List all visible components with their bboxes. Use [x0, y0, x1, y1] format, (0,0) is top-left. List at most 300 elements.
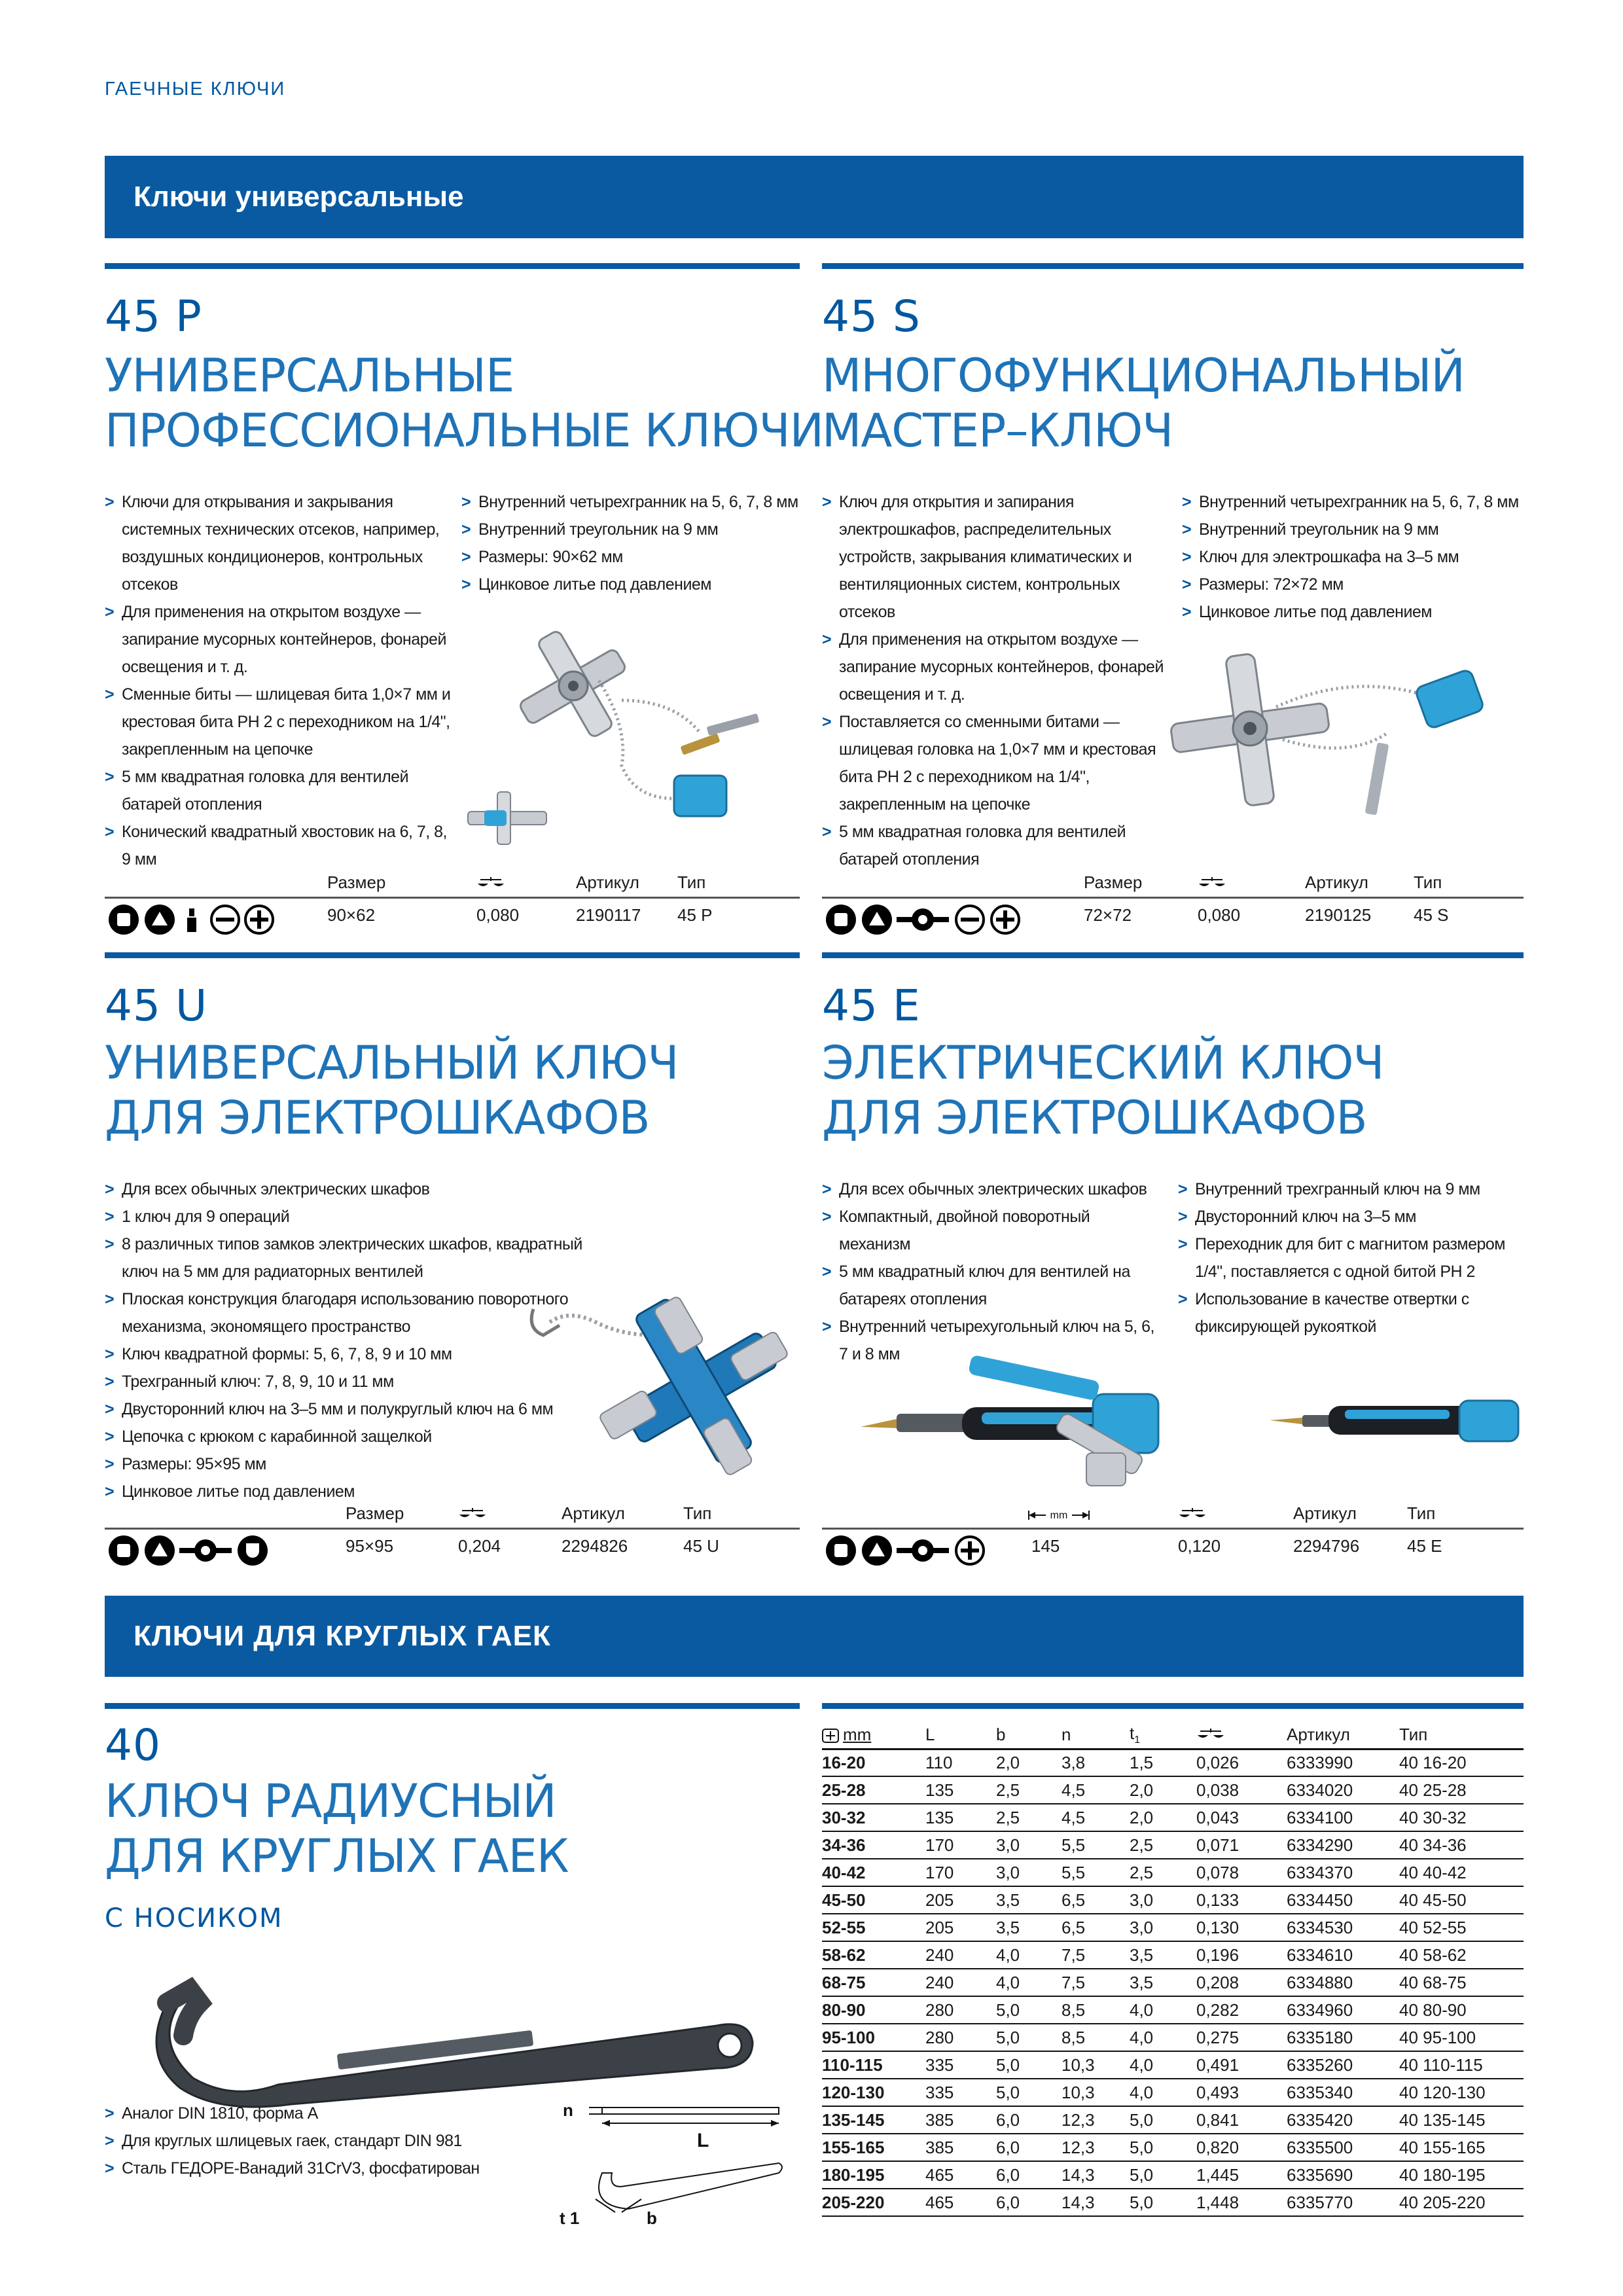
- weight-icon: [1196, 1727, 1225, 1740]
- spec-header-article: Артикул: [562, 1503, 625, 1523]
- header-t1: $t_1$: [1130, 1721, 1196, 1749]
- feature-item: > 5 мм квадратная головка для вентилей батарей отопления: [822, 818, 1169, 873]
- table-row: [822, 1969, 1524, 1996]
- weight-icon: [476, 876, 505, 889]
- feature-item: > 5 мм квадратный ключ для вентилей на батареях отопления: [822, 1258, 1162, 1313]
- header-size: [822, 1721, 925, 1749]
- table-cell: 6334020: [1287, 1776, 1399, 1804]
- feature-item: > Аналог DIN 1810, форма A: [105, 2100, 537, 2127]
- table-cell: 6335180: [1287, 2024, 1399, 2051]
- product-top-rule: [105, 1703, 800, 1709]
- square-socket-icon: [109, 1535, 139, 1566]
- feature-list: [822, 488, 1169, 873]
- table-cell: 4,0: [1130, 2079, 1196, 2106]
- key-cross-image: [518, 630, 627, 738]
- key-cross-image: [1170, 653, 1330, 806]
- product-name-line1: МНОГОФУНКЦИОНАЛЬНЫЙ: [822, 349, 1465, 403]
- table-cell-size: 68-75: [822, 1969, 925, 1996]
- table-row: [822, 1831, 1524, 1859]
- spec-header-article: Артикул: [1305, 872, 1368, 892]
- table-cell-size: 30-32: [822, 1804, 925, 1831]
- product-subtitle: С НОСИКОМ: [105, 1903, 283, 1933]
- table-cell: 10,3: [1061, 2051, 1130, 2079]
- table-row: [822, 2134, 1524, 2161]
- table-cell-size: 52-55: [822, 1914, 925, 1941]
- table-cell: 5,0: [996, 2079, 1061, 2106]
- table-cell: 4,0: [996, 1941, 1061, 1969]
- table-cell-size: 155-165: [822, 2134, 925, 2161]
- table-cell: 0,130: [1196, 1914, 1287, 1941]
- table-cell: 335: [925, 2051, 996, 2079]
- triangle-socket-icon: [145, 1535, 175, 1566]
- product-name-line1: УНИВЕРСАЛЬНЫЙ КЛЮЧ: [105, 1036, 679, 1090]
- header-weight: [1196, 1721, 1287, 1749]
- feature-item: > Сменные биты — шлицевая бита 1,0×7 мм и крестовая бита PH 2 с переходником на 1/4", закрепленным на цепочке: [105, 681, 452, 763]
- feature-item: > Ключ квадратной формы: 5, 6, 7, 8, 9 и 10 мм: [105, 1340, 589, 1368]
- table-cell: 4,0: [1130, 1996, 1196, 2024]
- table-cell: 40 25-28: [1399, 1776, 1524, 1804]
- table-cell: 3,5: [996, 1886, 1061, 1914]
- table-cell: 6335340: [1287, 2079, 1399, 2106]
- table-cell: 4,0: [1130, 2051, 1196, 2079]
- small-key-image: [468, 792, 546, 844]
- table-cell: 5,5: [1061, 1859, 1130, 1886]
- weight-icon: [1198, 876, 1226, 889]
- table-header-cell: n: [1061, 1721, 1130, 1749]
- feature-item: > Для круглых шлицевых гаек, стандарт DIN 981: [105, 2127, 537, 2155]
- product-name-line2: ДЛЯ ЭЛЕКТРОШКАФОВ: [822, 1091, 1367, 1145]
- product-name-line2: ДЛЯ КРУГЛЫХ ГАЕК: [105, 1829, 569, 1883]
- table-cell: 385: [925, 2134, 996, 2161]
- spec-length: 145: [1031, 1536, 1060, 1556]
- product-name-line1: ЭЛЕКТРИЧЕСКИЙ КЛЮЧ: [822, 1036, 1384, 1090]
- key-cross-image: [598, 1295, 789, 1476]
- spec-header-type: Тип: [1414, 872, 1442, 892]
- table-cell: 0,275: [1196, 2024, 1287, 2051]
- table-cell: 6334100: [1287, 1804, 1399, 1831]
- table-cell-size: 45-50: [822, 1886, 925, 1914]
- table-row: [822, 1886, 1524, 1914]
- table-row: [822, 1859, 1524, 1886]
- table-cell: 5,0: [1130, 2189, 1196, 2216]
- spec-article: 2294796: [1293, 1536, 1360, 1556]
- spec-article: 2294826: [562, 1536, 628, 1556]
- dim-t1-label: t 1: [560, 2208, 580, 2225]
- table-cell: 0,282: [1196, 1996, 1287, 2024]
- table-header-cell: L: [925, 1721, 996, 1749]
- table-cell: 40 58-62: [1399, 1941, 1524, 1969]
- feature-list: [105, 1175, 589, 1505]
- table-cell: 5,0: [1130, 2106, 1196, 2134]
- table-header-cell: Тип: [1399, 1721, 1524, 1749]
- table-cell: 5,0: [996, 2024, 1061, 2051]
- table-cell: 0,078: [1196, 1859, 1287, 1886]
- feature-item: > Внутренний треугольник на 9 мм: [461, 516, 802, 543]
- table-cell: 0,196: [1196, 1941, 1287, 1969]
- feature-item: > Цепочка с крюком с карабинной защелкой: [105, 1423, 589, 1450]
- feature-item: > Для применения на открытом воздухе — запирание мусорных контейнеров, фонарей освещения и т. д.: [105, 598, 452, 681]
- table-cell: 0,043: [1196, 1804, 1287, 1831]
- square-socket-icon: [109, 905, 139, 935]
- banner-title: Ключи универсальные: [134, 181, 464, 213]
- feature-item: > Двусторонний ключ на 3–5 мм и полукруглый ключ на 6 мм: [105, 1395, 589, 1423]
- product-code: 45 S: [822, 291, 921, 342]
- table-cell: 465: [925, 2161, 996, 2189]
- table-cell: 1,5: [1130, 1749, 1196, 1776]
- table-cell: 40 40-42: [1399, 1859, 1524, 1886]
- feature-item: > Двусторонний ключ на 3–5 мм: [1178, 1203, 1524, 1230]
- table-cell-size: 58-62: [822, 1941, 925, 1969]
- feature-item: > Компактный, двойной поворотный механизм: [822, 1203, 1162, 1258]
- table-cell-size: 180-195: [822, 2161, 925, 2189]
- table-row: [822, 1914, 1524, 1941]
- table-cell: 4,5: [1061, 1804, 1130, 1831]
- feature-item: > Внутренний четырехугольный ключ на 5, 6, 7 и 8 мм: [822, 1313, 1162, 1368]
- table-row: [822, 1749, 1524, 1776]
- table-cell: 0,071: [1196, 1831, 1287, 1859]
- table-cell: 6334880: [1287, 1969, 1399, 1996]
- table-cell: 2,5: [996, 1804, 1061, 1831]
- triangle-socket-icon: [862, 1535, 892, 1566]
- product-top-rule: [105, 263, 800, 269]
- feature-item: > Трехгранный ключ: 7, 8, 9, 10 и 11 мм: [105, 1368, 589, 1395]
- table-cell: 135: [925, 1776, 996, 1804]
- spec-header-article: Артикул: [1293, 1503, 1357, 1523]
- spec-weight: 0,080: [1198, 905, 1241, 925]
- feature-list: [105, 488, 452, 873]
- table-cell-size: 135-145: [822, 2106, 925, 2134]
- specs-table: [822, 1721, 1524, 2217]
- product-top-rule: [105, 952, 800, 958]
- spec-size: 72×72: [1084, 905, 1132, 925]
- bit-holder-icon: [1414, 669, 1484, 730]
- length-icon: [1027, 1508, 1090, 1522]
- phillips-bit-icon: [991, 906, 1019, 933]
- table-cell: 0,026: [1196, 1749, 1287, 1776]
- table-row: [822, 2051, 1524, 2079]
- table-cell: 135: [925, 1804, 996, 1831]
- product-top-rule: [822, 952, 1524, 958]
- triangle-socket-icon: [862, 905, 892, 935]
- dim-l-label: L: [697, 2130, 709, 2151]
- table-cell: 5,5: [1061, 1831, 1130, 1859]
- table-cell: 0,133: [1196, 1886, 1287, 1914]
- table-cell: 40 120-130: [1399, 2079, 1524, 2106]
- spec-size: 90×62: [327, 905, 376, 925]
- slotted-bit-icon: [211, 906, 239, 933]
- table-cell: 6335500: [1287, 2134, 1399, 2161]
- table-cell: 6,0: [996, 2134, 1061, 2161]
- table-cell: 240: [925, 1969, 996, 1996]
- length-unit: mm: [1050, 1510, 1068, 1521]
- feature-item: > 5 мм квадратная головка для вентилей батарей отопления: [105, 763, 452, 818]
- table-cell: 6334450: [1287, 1886, 1399, 1914]
- spec-header-type: Тип: [677, 872, 706, 892]
- product-top-rule: [822, 263, 1524, 269]
- table-cell: 40 30-32: [1399, 1804, 1524, 1831]
- table-cell: 8,5: [1061, 2024, 1130, 2051]
- table-cell: 0,491: [1196, 2051, 1287, 2079]
- table-cell-size: 80-90: [822, 1996, 925, 2024]
- table-cell: 12,3: [1061, 2106, 1130, 2134]
- product-name-line2: МАСТЕР–КЛЮЧ: [822, 404, 1173, 457]
- table-row: [822, 1804, 1524, 1831]
- table-cell: 0,208: [1196, 1969, 1287, 1996]
- spec-rule: [105, 1528, 800, 1530]
- table-cell: 40 155-165: [1399, 2134, 1524, 2161]
- feature-item: > Цинковое литье под давлением: [105, 1478, 589, 1505]
- table-cell: 40 52-55: [1399, 1914, 1524, 1941]
- spec-type: 45 U: [683, 1536, 719, 1556]
- table-cell: 5,0: [1130, 2134, 1196, 2161]
- feature-item: > Ключ для открытия и запирания электрошкафов, распределительных устройств, закрывания климатических и вентиляционных систем, контрольных отсеков: [822, 488, 1169, 626]
- table-cell: 6335690: [1287, 2161, 1399, 2189]
- table-row: [822, 1941, 1524, 1969]
- table-cell-size: 205-220: [822, 2189, 925, 2216]
- table-cell: 3,5: [1130, 1969, 1196, 1996]
- table-cell: 6334290: [1287, 1831, 1399, 1859]
- spec-header-type: Тип: [1407, 1503, 1436, 1523]
- product-image-45p: [458, 602, 798, 864]
- table-cell: 6334960: [1287, 1996, 1399, 2024]
- section-banner-universal: [105, 156, 1524, 238]
- spec-header-size: Размер: [327, 872, 386, 892]
- table-row: [822, 1776, 1524, 1804]
- product-image-45s: [1152, 628, 1518, 844]
- banner-title: КЛЮЧИ ДЛЯ КРУГЛЫХ ГАЕК: [134, 1620, 551, 1652]
- table-cell: 10,3: [1061, 2079, 1130, 2106]
- feature-item: > Ключ для электрошкафа на 3–5 мм: [1182, 543, 1524, 571]
- table-cell-size: 16-20: [822, 1749, 925, 1776]
- feature-item: > Переходник для бит с магнитом размером 1/4", поставляется с одной битой PH 2: [1178, 1230, 1524, 1285]
- table-cell: 40 180-195: [1399, 2161, 1524, 2189]
- slotted-bit-icon: [956, 906, 984, 933]
- feature-item: > Сталь ГЕДОРЕ-Ванадий 31CrV3, фосфатирован: [105, 2155, 537, 2182]
- table-header-cell: b: [996, 1721, 1061, 1749]
- table-cell: 6335770: [1287, 2189, 1399, 2216]
- table-cell: 4,5: [1061, 1776, 1130, 1804]
- table-cell: 3,8: [1061, 1749, 1130, 1776]
- table-cell: 110: [925, 1749, 996, 1776]
- spec-type: 45 P: [677, 905, 713, 925]
- spec-weight: 0,080: [476, 905, 520, 925]
- table-cell: 6334370: [1287, 1859, 1399, 1886]
- feature-item: > Для применения на открытом воздухе — запирание мусорных контейнеров, фонарей освещения и т. д.: [822, 626, 1169, 708]
- table-cell: 6,5: [1061, 1914, 1130, 1941]
- half-round-socket-icon: [238, 1535, 268, 1566]
- feature-item: > Поставляется со сменными битами — шлицевая головка на 1,0×7 мм и крестовая бита PH 2 с переходником на 1/4", закрепленным на цепочке: [822, 708, 1169, 818]
- section-banner-round-nut: [105, 1596, 1524, 1677]
- feature-item: > Внутренний четырехгранник на 5, 6, 7, 8 мм: [461, 488, 802, 516]
- spec-rule: [105, 897, 800, 899]
- table-cell: 40 68-75: [1399, 1969, 1524, 1996]
- feature-item: > 8 различных типов замков электрических шкафов, квадратный ключ на 5 мм для радиаторных вентилей: [105, 1230, 589, 1285]
- feature-item: > Для всех обычных электрических шкафов: [822, 1175, 1162, 1203]
- bit-holder-icon: [674, 776, 726, 816]
- weight-icon: [1178, 1507, 1207, 1520]
- feature-item: > Плоская конструкция благодаря использованию поворотного механизма, экономящего пространство: [105, 1285, 589, 1340]
- spec-type: 45 S: [1414, 905, 1449, 925]
- spec-weight: 0,120: [1178, 1536, 1221, 1556]
- table-cell: 280: [925, 2024, 996, 2051]
- table-cell: 170: [925, 1831, 996, 1859]
- square-socket-icon: [826, 905, 856, 935]
- double-bit-icon: [897, 908, 949, 931]
- feature-list: [105, 2100, 537, 2182]
- table-cell: 14,3: [1061, 2189, 1130, 2216]
- table-cell: 0,841: [1196, 2106, 1287, 2134]
- square-socket-icon: [826, 1535, 856, 1566]
- feature-item: > 1 ключ для 9 операций: [105, 1203, 589, 1230]
- feature-item: > Внутренний треугольник на 9 мм: [1182, 516, 1524, 543]
- table-cell-size: 40-42: [822, 1859, 925, 1886]
- table-cell: 2,5: [1130, 1831, 1196, 1859]
- table-cell: 40 80-90: [1399, 1996, 1524, 2024]
- product-image-45u: [524, 1270, 798, 1512]
- table-cell: 2,5: [1130, 1859, 1196, 1886]
- feature-item: > Цинковое литье под давлением: [1182, 598, 1524, 626]
- table-cell: 3,0: [996, 1831, 1061, 1859]
- table-cell-size: 120-130: [822, 2079, 925, 2106]
- table-cell: 205: [925, 1914, 996, 1941]
- spec-header-size: Размер: [1084, 872, 1143, 892]
- table-cell: 6,5: [1061, 1886, 1130, 1914]
- table-cell: 40 45-50: [1399, 1886, 1524, 1914]
- double-bit-icon: [179, 1539, 232, 1562]
- table-cell: 40 95-100: [1399, 2024, 1524, 2051]
- table-cell: 280: [925, 1996, 996, 2024]
- feature-item: > Внутренний трехгранный ключ на 9 мм: [1178, 1175, 1524, 1203]
- product-code: 45 E: [822, 980, 921, 1031]
- feature-list: [1178, 1175, 1524, 1340]
- table-row: [822, 2189, 1524, 2216]
- table-cell: 6334530: [1287, 1914, 1399, 1941]
- table-cell: 1,448: [1196, 2189, 1287, 2216]
- feature-list: [822, 1175, 1162, 1368]
- feature-item: > Ключи для открывания и закрывания системных технических отсеков, например, воздушных кондиционеров, контрольных отсеков: [105, 488, 452, 598]
- table-cell: 7,5: [1061, 1969, 1130, 1996]
- spec-article: 2190125: [1305, 905, 1372, 925]
- feature-item: > Использование в качестве отвертки с фиксирующей рукояткой: [1178, 1285, 1524, 1340]
- table-cell: 6,0: [996, 2106, 1061, 2134]
- product-image-45e: [857, 1355, 1525, 1505]
- feature-list: [1182, 488, 1524, 626]
- table-cell: 4,0: [1130, 2024, 1196, 2051]
- tool-icons-row: [107, 903, 323, 936]
- table-cell: 4,0: [996, 1969, 1061, 1996]
- section-label: ГАЕЧНЫЕ КЛЮЧИ: [105, 79, 286, 99]
- table-cell: 7,5: [1061, 1941, 1130, 1969]
- product-name-line2: ПРОФЕССИОНАЛЬНЫЕ КЛЮЧИ: [105, 404, 823, 457]
- spec-type: 45 E: [1407, 1536, 1442, 1556]
- table-cell: 3,0: [996, 1859, 1061, 1886]
- table-row: [822, 2024, 1524, 2051]
- table-cell: 5,0: [996, 1996, 1061, 2024]
- table-cell: 8,5: [1061, 1996, 1130, 2024]
- nut-size-icon: [822, 1729, 839, 1743]
- table-cell: 335: [925, 2079, 996, 2106]
- table-cell: 3,5: [996, 1914, 1061, 1941]
- table-cell: 6,0: [996, 2189, 1061, 2216]
- feature-list: [461, 488, 802, 598]
- product-name-line2: ДЛЯ ЭЛЕКТРОШКАФОВ: [105, 1091, 650, 1145]
- table-cell: 3,5: [1130, 1941, 1196, 1969]
- table-row: [822, 1996, 1524, 2024]
- table-cell: 3,0: [1130, 1914, 1196, 1941]
- table-cell: 6334610: [1287, 1941, 1399, 1969]
- feature-item: > Размеры: 72×72 мм: [1182, 571, 1524, 598]
- phillips-bit-icon: [245, 906, 273, 933]
- table-cell: 2,0: [1130, 1776, 1196, 1804]
- table-cell-size: 25-28: [822, 1776, 925, 1804]
- tool-icons-row: [825, 1534, 1021, 1567]
- table-row: [822, 2106, 1524, 2134]
- table-row: [822, 2079, 1524, 2106]
- product-code: 45 U: [105, 980, 208, 1031]
- table-cell-size: 110-115: [822, 2051, 925, 2079]
- spec-size: 95×95: [346, 1536, 394, 1556]
- table-cell: 3,0: [1130, 1886, 1196, 1914]
- dim-b-label: b: [647, 2208, 657, 2225]
- table-cell: 205: [925, 1886, 996, 1914]
- spec-weight: 0,204: [458, 1536, 501, 1556]
- table-cell: 5,0: [996, 2051, 1061, 2079]
- table-cell: 5,0: [1130, 2161, 1196, 2189]
- double-bit-icon: [897, 1539, 949, 1562]
- table-cell: 0,493: [1196, 2079, 1287, 2106]
- dimension-diagram: [550, 2094, 785, 2225]
- spec-header-type: Тип: [683, 1503, 712, 1523]
- table-cell: 0,820: [1196, 2134, 1287, 2161]
- product-code: 40: [105, 1720, 161, 1770]
- electric-key-folded-image: [861, 1355, 1158, 1486]
- table-cell: 1,445: [1196, 2161, 1287, 2189]
- table-cell: 6,0: [996, 2161, 1061, 2189]
- table-cell: 0,038: [1196, 1776, 1287, 1804]
- spec-rule: [822, 897, 1524, 899]
- product-name-line1: УНИВЕРСАЛЬНЫЕ: [105, 349, 514, 403]
- table-cell: 6335260: [1287, 2051, 1399, 2079]
- phillips-bit-icon: [956, 1537, 984, 1564]
- table-cell: 465: [925, 2189, 996, 2216]
- table-cell-size: 95-100: [822, 2024, 925, 2051]
- table-header-cell: Артикул: [1287, 1721, 1399, 1749]
- table-cell: 2,0: [1130, 1804, 1196, 1831]
- table-top-rule: [822, 1703, 1524, 1709]
- table-cell: 2,5: [996, 1776, 1061, 1804]
- spec-article: 2190117: [576, 905, 641, 925]
- electric-key-screwdriver-image: [1270, 1401, 1518, 1441]
- table-cell: 40 16-20: [1399, 1749, 1524, 1776]
- header-size-unit: mm: [843, 1724, 872, 1744]
- spec-rule: [822, 1528, 1524, 1530]
- table-cell: 12,3: [1061, 2134, 1130, 2161]
- dim-n-label: n: [563, 2100, 573, 2120]
- spec-header-size: Размер: [346, 1503, 404, 1523]
- table-cell: 6333990: [1287, 1749, 1399, 1776]
- feature-item: > Размеры: 95×95 мм: [105, 1450, 589, 1478]
- table-header-row: [822, 1721, 1524, 1749]
- tool-icons-row: [107, 1534, 317, 1567]
- table-cell: 240: [925, 1941, 996, 1969]
- table-cell: 40 205-220: [1399, 2189, 1524, 2216]
- feature-item: > Цинковое литье под давлением: [461, 571, 802, 598]
- product-code: 45 P: [105, 291, 202, 342]
- table-cell: 170: [925, 1859, 996, 1886]
- feature-item: > Для всех обычных электрических шкафов: [105, 1175, 589, 1203]
- spec-header-article: Артикул: [576, 872, 639, 892]
- triangle-socket-icon: [145, 905, 175, 935]
